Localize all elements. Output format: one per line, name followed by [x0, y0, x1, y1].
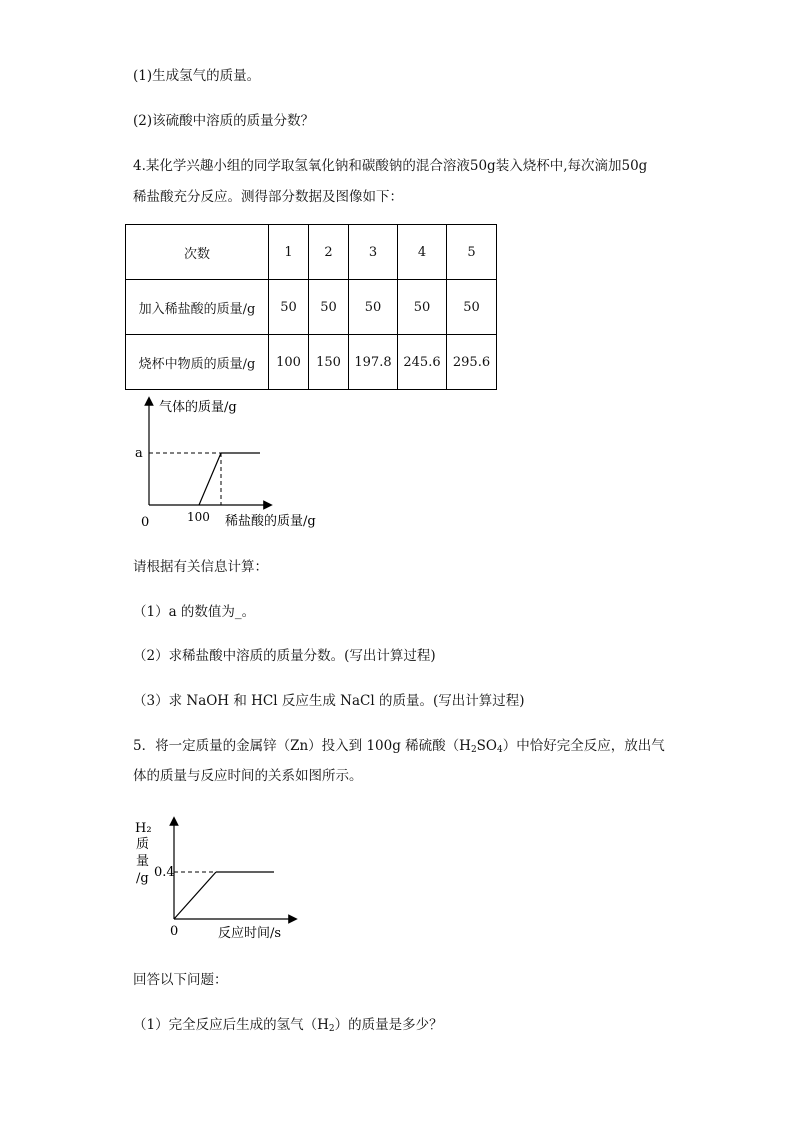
table-row-label: 烧杯中物质的质量/g [126, 335, 269, 390]
q5-sub1-sub: 2 [328, 1024, 335, 1034]
q5-sub1 [133, 1015, 443, 1035]
y-axis-label: 气体的质量/g [159, 400, 237, 415]
q3-sub2: (2)该硫酸中溶质的质量分数？ [133, 113, 315, 129]
table-col-header: 3 [349, 225, 398, 280]
table-cell: 295.6 [447, 335, 497, 390]
q4-sub3: （3）求 NaOH 和 HCl 反应生成 NaCl 的质量。(写出计算过程) [133, 693, 525, 709]
q3-sub1: (1)生成氢气的质量。 [133, 68, 261, 84]
y-tick-label: 0.4 [154, 865, 175, 880]
q4-intro-line2: 稀盐酸充分反应。测得部分数据及图像如下： [133, 189, 403, 205]
table-cell: 50 [309, 280, 349, 335]
q4-intro-line1: 4.某化学兴趣小组的同学取氢氧化钠和碳酸钠的混合溶液50g装入烧杯中,每次滴加50g [133, 158, 648, 174]
q4-sub2: （2）求稀盐酸中溶质的质量分数。(写出计算过程) [133, 648, 436, 664]
table-row [126, 335, 497, 390]
q5-intro-sub2: 4 [497, 745, 503, 755]
q4-sub1: （1）a 的数值为_。 [133, 604, 256, 620]
table-row [126, 280, 497, 335]
hydrogen-mass-graph [130, 815, 310, 945]
a-label: a [135, 446, 143, 461]
q4-prompt: 请根据有关信息计算： [133, 559, 268, 575]
q5-intro-sub1: 2 [470, 745, 477, 755]
table-row-label: 加入稀盐酸的质量/g [126, 280, 269, 335]
table-cell: 150 [309, 335, 349, 390]
table-cell: 50 [447, 280, 497, 335]
q5-intro-c: ）中恰好完全反应，放出气 [502, 738, 665, 754]
table-cell: 245.6 [398, 335, 447, 390]
x-axis-label: 反应时间/s [218, 926, 282, 941]
data-table [125, 224, 497, 390]
q5-sub1-a: （1）完全反应后生成的氢气（H [133, 1017, 329, 1033]
table-cell: 197.8 [349, 335, 398, 390]
curve-rise [174, 872, 216, 919]
q5-intro-b: SO [476, 738, 497, 754]
table-cell: 50 [269, 280, 309, 335]
q5-intro-line2: 体的质量与反应时间的关系如图所示。 [133, 768, 363, 784]
table-cell: 50 [398, 280, 447, 335]
table-col-header: 1 [269, 225, 309, 280]
origin-label: 0 [141, 515, 150, 530]
table-cell: 50 [349, 280, 398, 335]
table-col-header: 4 [398, 225, 447, 280]
curve-rise [199, 453, 221, 505]
q5-intro-line1 [133, 736, 665, 756]
q5-sub1-b: ）的质量是多少？ [334, 1017, 443, 1033]
table-col-header: 5 [447, 225, 497, 280]
gas-mass-graph [125, 393, 345, 533]
x-axis-label: 稀盐酸的质量/g [225, 514, 316, 529]
x-tick-100: 100 [187, 510, 210, 524]
table-header-label: 次数 [126, 225, 269, 280]
table-cell: 100 [269, 335, 309, 390]
q5-prompt: 回答以下问题： [133, 972, 228, 988]
table-header-row [126, 225, 497, 280]
y-axis-label-line3: 量 [136, 854, 150, 869]
y-axis-label-line2: 质 [136, 837, 150, 852]
origin-label: 0 [170, 924, 179, 939]
y-axis-label-line4: /g [136, 871, 149, 886]
table-col-header: 2 [309, 225, 349, 280]
q5-intro-a: 5．将一定质量的金属锌（Zn）投入到 100g 稀硫酸（H [133, 738, 471, 754]
y-axis-label-line1: H₂ [135, 821, 152, 836]
